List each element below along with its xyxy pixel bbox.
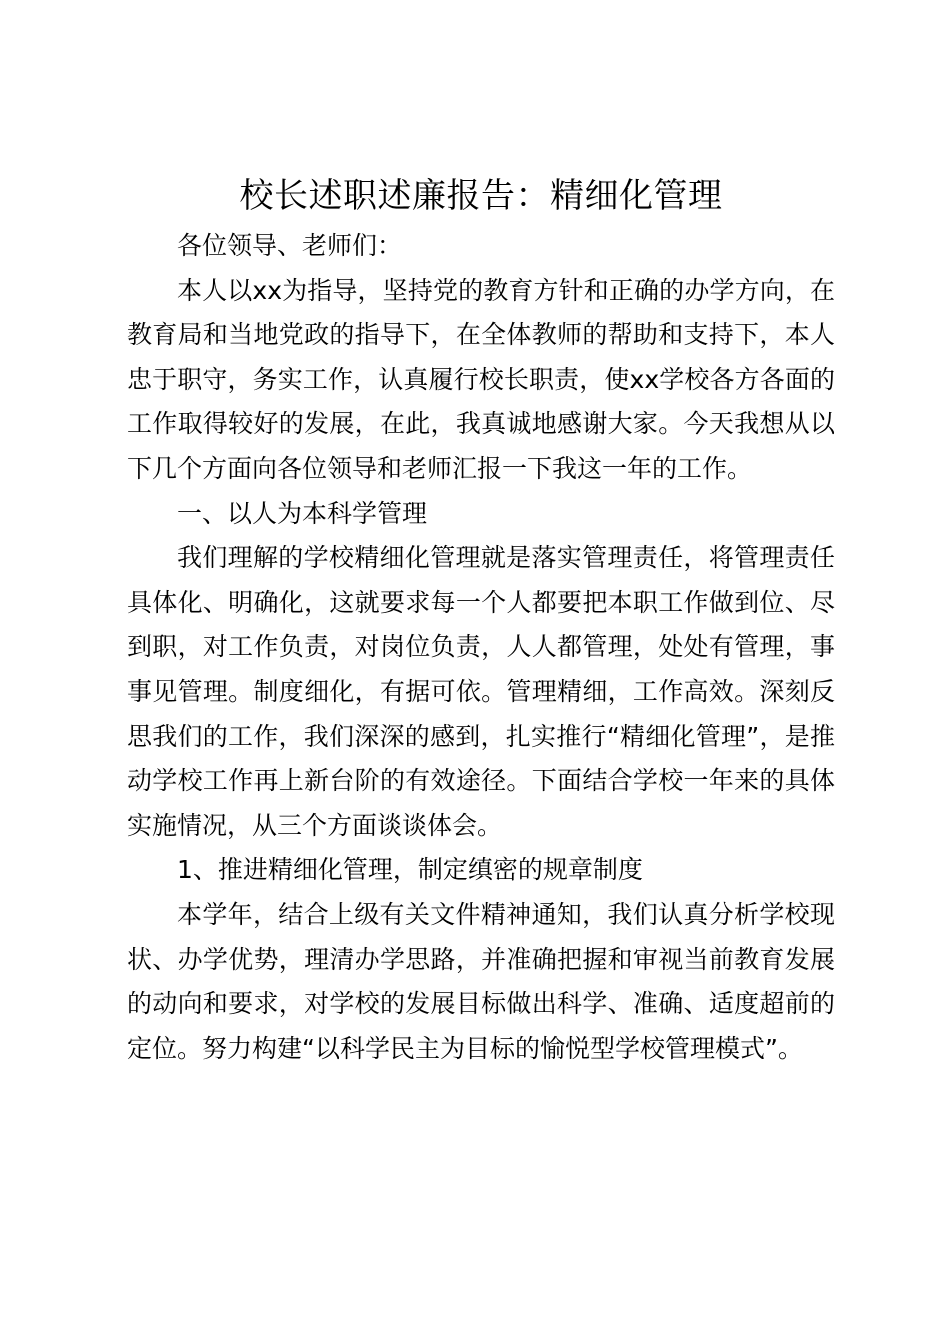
subsection-1-paragraph: 本学年，结合上级有关文件精神通知，我们认真分析学校现状、办学优势，理清办学思路，并准确把握和审视当前教育发展的动向和要求，对学校的发展目标做出科学、准确、适度超前的定位。努力构建“以科学民主为目标的愉悦型学校管理模式”。 [127,899,835,1063]
document-page [127,168,835,1071]
intro-paragraph: 本人以xx为指导，坚持党的教育方针和正确的办学方向，在教育局和当地党政的指导下，在全体教师的帮助和支持下，本人忠于职守，务实工作，认真履行校长职责，使xx学校各方各面的工作取得较好的发展，在此，我真诚地感谢大家。今天我想从以下几个方面向各位领导和老师汇报一下我这一年的工作。 [127,275,835,483]
section-heading-1: 一、以人为本科学管理 [177,498,428,528]
document-title: 校长述职述廉报告：精细化管理 [239,176,723,216]
salutation: 各位领导、老师们： [177,231,403,260]
subsection-heading-1: 1、推进精细化管理，制定缜密的规章制度 [177,855,643,885]
section-1-paragraph: 我们理解的学校精细化管理就是落实管理责任，将管理责任具体化、明确化，这就要求每一个人都要把本职工作做到位、尽到职，对工作负责，对岗位负责，人人都管理，处处有管理，事事见管理。制度细化，有据可依。管理精细，工作高效。深刻反思我们的工作，我们深深的感到，扎实推行“精细化管理”，是推动学校工作再上新台阶的有效途径。下面结合学校一年来的具体实施情况，从三个方面谈谈体会。 [127,543,835,840]
